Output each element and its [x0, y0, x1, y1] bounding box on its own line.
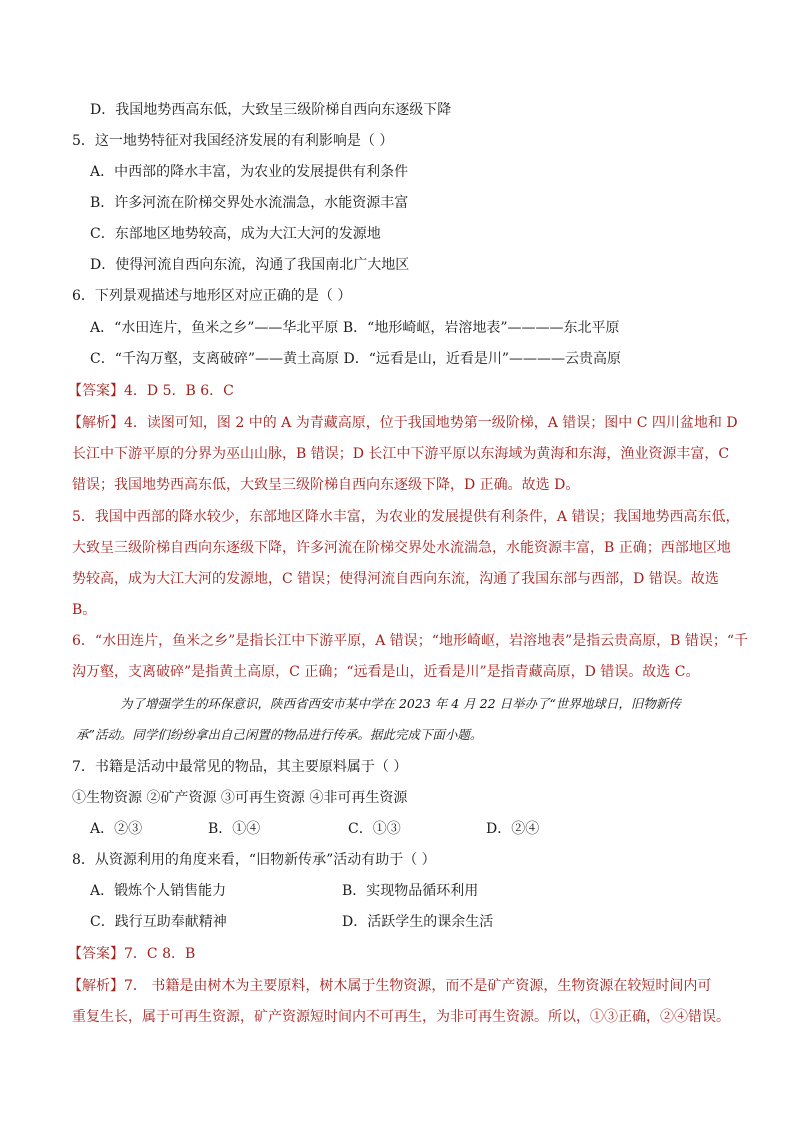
analysis-1-line-8: 6．“水田连片，鱼米之乡”是指长江中下游平原，A 错误；“地形崎岖，岩溶地表”是指云贵高原，B 错误；“千 — [72, 633, 748, 649]
analysis-2-line-2: 重复生长，属于可再生资源，矿产资源短时间内不可再生，为非可再生资源。所以，①③正确，②④错误。 — [72, 1009, 730, 1025]
analysis-1-line-7: B。 — [72, 602, 97, 618]
analysis-2-line-1: 【解析】7． 书籍是由树木为主要原料，树木属于生物资源，而不是矿产资源，生物资源在较短时间内可 — [68, 978, 712, 994]
q8-option-c: C．践行互助奉献精神 — [90, 914, 227, 930]
passage-line-1: 为了增强学生的环保意识，陕西省西安市某中学在 2023 年 4 月 22 日举办了“世界地球日，旧物新传 — [120, 696, 681, 711]
q7-option-c: C．①③ — [348, 821, 401, 837]
analysis-1-line-6: 势较高，成为大江大河的发源地，C 错误；使得河流自西向东流，沟通了我国东部与西部，D 错误。故选 — [72, 571, 719, 587]
q7-option-d: D．②④ — [486, 821, 540, 837]
passage-line-2: 承”活动。同学们纷纷拿出自己闲置的物品进行传承。据此完成下面小题。 — [76, 727, 483, 742]
q6-options-row1: A．“水田连片，鱼米之乡”——华北平原 B．“地形崎岖，岩溶地表”————东北平原 — [90, 320, 620, 336]
analysis-1-line-4: 5．我国中西部的降水较少，东部地区降水丰富，为农业的发展提供有利条件，A 错误；我国地势西高东低， — [72, 509, 740, 525]
analysis-1-line-3: 错误；我国地势西高东低，大致呈三级阶梯自西向东逐级下降，D 正确。故选 D。 — [72, 477, 580, 493]
q8-option-b: B．实现物品循环利用 — [342, 883, 479, 899]
q6-options-row2: C．“千沟万壑，支离破碎”——黄土高原 D．“远看是山，近看是川”————云贵高原 — [90, 351, 622, 367]
analysis-1-line-5: 大致呈三级阶梯自西向东逐级下降，许多河流在阶梯交界处水流湍急，水能资源丰富，B 正确；西部地区地 — [72, 540, 731, 556]
analysis-1-line-1: 【解析】4．读图可知，图 2 中的 A 为青藏高原，位于我国地势第一级阶梯，A 错误；图中 C 四川盆地和 D — [68, 415, 738, 431]
q5-option-d: D．使得河流自西向东流，沟通了我国南北广大地区 — [90, 257, 410, 273]
q7-option-a: A．②③ — [90, 821, 143, 837]
answer-block-2: 【答案】7．C 8．B — [68, 946, 196, 962]
q7-stem: 7．书籍是活动中最常见的物品，其主要原料属于（ ） — [72, 759, 408, 775]
analysis-1-line-2: 长江中下游平原的分界为巫山山脉，B 错误；D 长江中下游平原以东海域为黄海和东海，渔业资源丰富，C — [72, 446, 730, 462]
q5-option-c: C．东部地区地势较高，成为大江大河的发源地 — [90, 226, 381, 242]
q8-options-row1 — [90, 881, 478, 901]
q7-option-b: B．①④ — [208, 821, 261, 837]
q5-stem: 5．这一地势特征对我国经济发展的有利影响是（ ） — [72, 133, 394, 149]
analysis-1-line-9: 沟万壑，支离破碎”是指黄土高原，C 正确；“远看是山，近看是川”是指青藏高原，D 错误。故选 C。 — [72, 664, 700, 680]
q7-items: ①生物资源 ②矿产资源 ③可再生资源 ④非可再生资源 — [72, 790, 408, 806]
q6-stem: 6．下列景观描述与地形区对应正确的是（ ） — [72, 288, 352, 304]
q7-options — [90, 819, 539, 839]
answer-block-1: 【答案】4．D 5．B 6．C — [68, 383, 234, 399]
q8-stem: 8．从资源利用的角度来看，“旧物新传承”活动有助于（ ） — [72, 852, 436, 868]
q8-options-row2 — [90, 912, 493, 932]
q5-option-a: A．中西部的降水丰富，为农业的发展提供有利条件 — [90, 164, 409, 180]
q4-option-d: D．我国地势西高东低，大致呈三级阶梯自西向东逐级下降 — [90, 102, 452, 118]
q5-option-b: B．许多河流在阶梯交界处水流湍急，水能资源丰富 — [90, 195, 409, 211]
q8-option-d: D．活跃学生的课余生活 — [342, 914, 494, 930]
q8-option-a: A．锻炼个人销售能力 — [90, 883, 227, 899]
